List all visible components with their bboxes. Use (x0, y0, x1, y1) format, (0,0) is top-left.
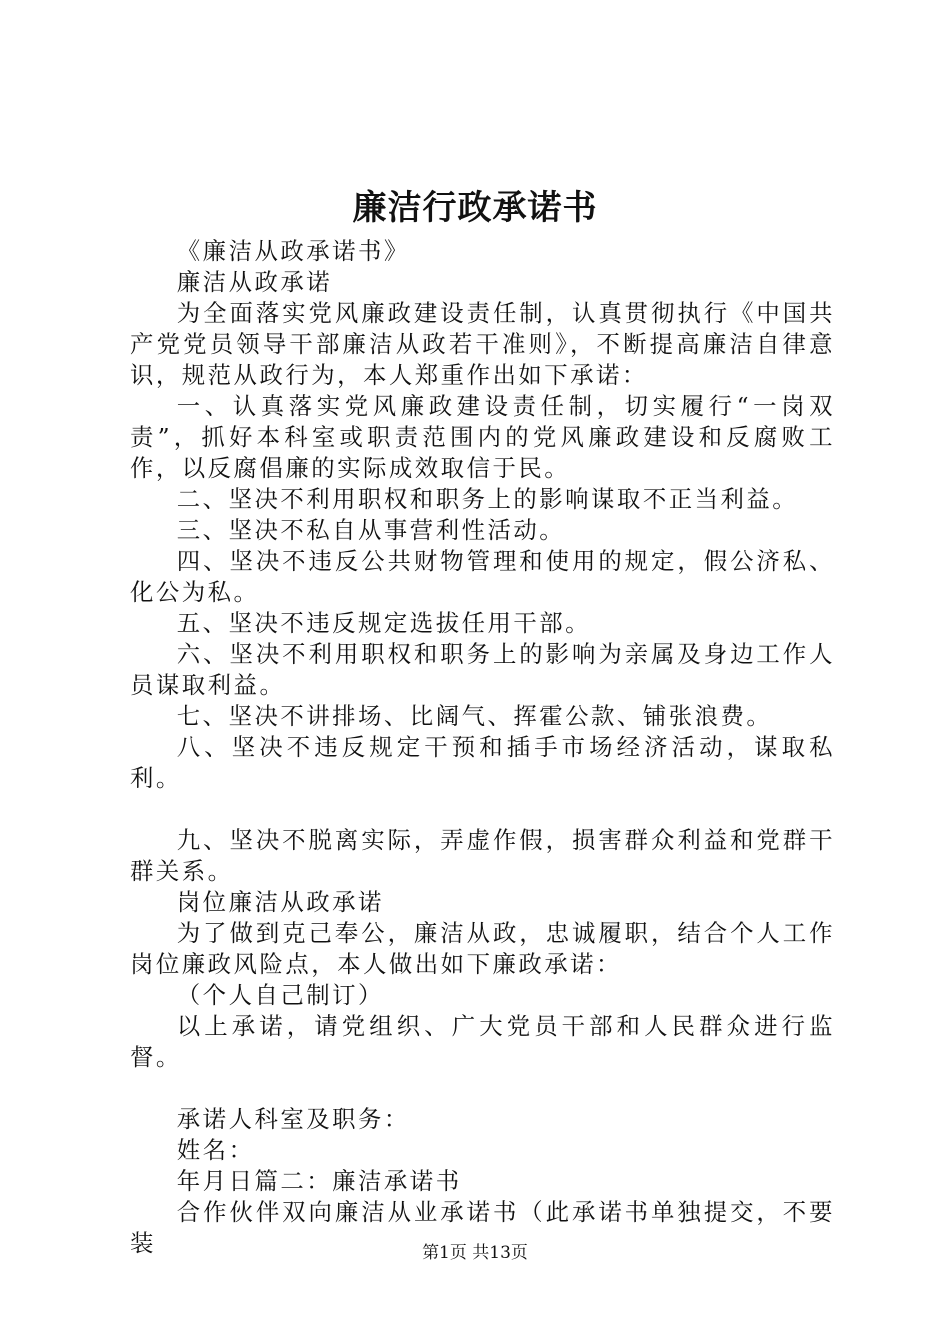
paragraph-item-3: 三、坚决不私自从事营利性活动。 (176, 516, 566, 544)
paragraph-item-2: 二、坚决不利用职权和职务上的影响谋取不正当利益。 (176, 485, 799, 513)
paragraph-date-part-two: 年月日篇二：廉洁承诺书 (176, 1167, 462, 1195)
paragraph-item-1: 一、认真落实党风廉政建设责任制，切实履行“一岗双责”，抓好本科室或职责范围内的党风廉政建设和反腐败工作，以反腐倡廉的实际成效取信于民。 (130, 392, 835, 482)
paragraph-supervision: 以上承诺，请党组织、广大党员干部和人民群众进行监督。 (130, 1012, 835, 1071)
page-number: 第1页 共13页 (422, 1243, 528, 1263)
paragraph-book-title: 《廉洁从政承诺书》 (176, 237, 410, 265)
paragraph-item-6: 六、坚决不利用职权和职务上的影响为亲属及身边工作人员谋取利益。 (130, 640, 835, 699)
paragraph-post-heading: 岗位廉洁从政承诺 (176, 888, 384, 916)
paragraph-intro: 为全面落实党风廉政建设责任制，认真贯彻执行《中国共产党党员领导干部廉洁从政若干准则》，不断提高廉洁自律意识，规范从政行为，本人郑重作出如下承诺： (130, 299, 835, 389)
paragraph-section-heading: 廉洁从政承诺 (176, 268, 333, 296)
paragraph-personal-note: （个人自己制订） (176, 981, 384, 1009)
paragraph-item-4: 四、坚决不违反公共财物管理和使用的规定，假公济私、化公为私。 (130, 547, 835, 606)
document-title: 廉洁行政承诺书 (352, 188, 598, 228)
paragraph-item-8: 八、坚决不违反规定干预和插手市场经济活动，谋取私利。 (130, 733, 835, 792)
paragraph-item-9: 九、坚决不脱离实际，弄虚作假，损害群众利益和党群干群关系。 (130, 826, 835, 885)
document-body (130, 236, 835, 1259)
paragraph-signer-name: 姓名： (176, 1136, 255, 1164)
paragraph-item-5: 五、坚决不违反规定选拔任用干部。 (176, 609, 592, 637)
paragraph-item-7: 七、坚决不讲排场、比阔气、挥霍公款、铺张浪费。 (176, 702, 773, 730)
paragraph-partner-commitment: 合作伙伴双向廉洁从业承诺书（此承诺书单独提交，不要装 (130, 1198, 835, 1257)
paragraph-signer-dept: 承诺人科室及职务： (176, 1105, 410, 1133)
paragraph-post-intro: 为了做到克己奉公，廉洁从政，忠诚履职，结合个人工作岗位廉政风险点，本人做出如下廉政承诺： (130, 919, 835, 978)
